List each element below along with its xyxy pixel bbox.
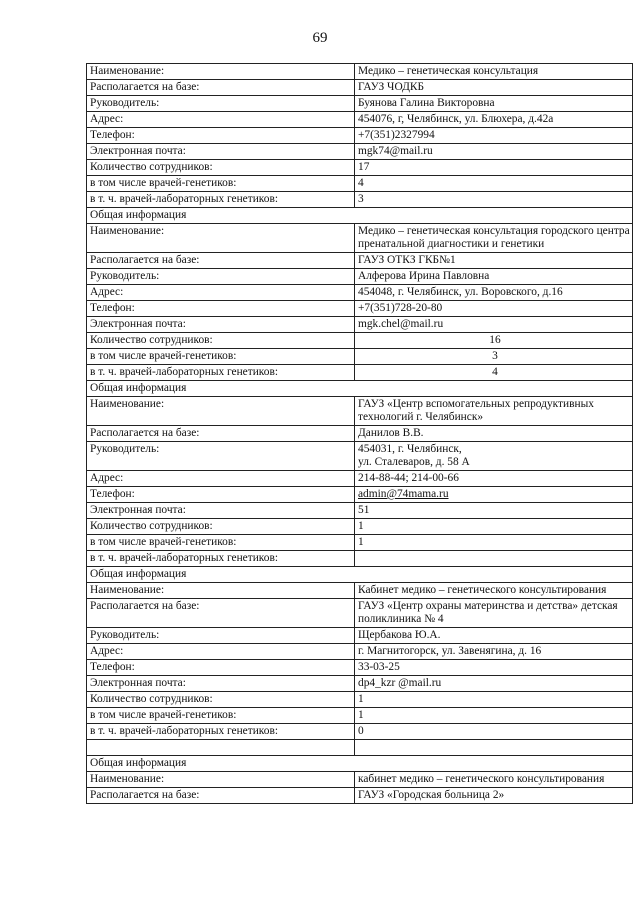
field-value: Медико – генетическая консультация городского центра пренатальной диагностики и генетики (355, 224, 633, 253)
field-value: +7(351)2327994 (355, 128, 633, 144)
field-label: Количество сотрудников: (87, 333, 355, 349)
field-label: Располагается на базе: (87, 788, 355, 804)
table-row (87, 772, 633, 788)
field-label: Телефон: (87, 487, 355, 503)
table-row (87, 80, 633, 96)
field-value: 214-88-44; 214-00-66 (355, 471, 633, 487)
blank-row (87, 740, 633, 756)
field-label: Адрес: (87, 285, 355, 301)
field-label: Адрес: (87, 112, 355, 128)
section-title: Общая информация (87, 567, 633, 583)
field-value: ГАУЗ «Городская больница 2» (355, 788, 633, 804)
table-row (87, 192, 633, 208)
section-header-row (87, 756, 633, 772)
table-row (87, 301, 633, 317)
field-label: Располагается на базе: (87, 80, 355, 96)
field-value: dp4_kzr @mail.ru (355, 676, 633, 692)
field-value: ГАУЗ «Центр охраны материнства и детства» детская поликлиника № 4 (355, 599, 633, 628)
field-label: Руководитель: (87, 628, 355, 644)
field-value: 1 (355, 519, 633, 535)
section-header-row (87, 208, 633, 224)
field-label: Наименование: (87, 224, 355, 253)
table-row (87, 503, 633, 519)
field-value: mgk.chel@mail.ru (355, 317, 633, 333)
field-label: Телефон: (87, 660, 355, 676)
field-label: Располагается на базе: (87, 253, 355, 269)
field-label: Электронная почта: (87, 676, 355, 692)
field-value: 1 (355, 708, 633, 724)
field-value: Щербакова Ю.А. (355, 628, 633, 644)
table-row (87, 253, 633, 269)
table-row (87, 599, 633, 628)
email-link[interactable]: admin@74mama.ru (358, 488, 449, 500)
field-label: Электронная почта: (87, 503, 355, 519)
field-label: Количество сотрудников: (87, 519, 355, 535)
field-label: Наименование: (87, 583, 355, 599)
table-row (87, 224, 633, 253)
table-row (87, 269, 633, 285)
table-row (87, 64, 633, 80)
field-label: Электронная почта: (87, 144, 355, 160)
table-row (87, 285, 633, 301)
field-label: Располагается на базе: (87, 599, 355, 628)
field-label: Руководитель: (87, 442, 355, 471)
field-value: г. Магнитогорск, ул. Завенягина, д. 16 (355, 644, 633, 660)
table-row (87, 442, 633, 471)
field-value (355, 551, 633, 567)
field-label: Адрес: (87, 644, 355, 660)
field-value: Кабинет медико – генетического консультирования (355, 583, 633, 599)
field-label: в т. ч. врачей-лабораторных генетиков: (87, 192, 355, 208)
table-row (87, 471, 633, 487)
page-number: 69 (312, 30, 328, 46)
field-value: 0 (355, 724, 633, 740)
field-label: в том числе врачей-генетиков: (87, 176, 355, 192)
field-value: 454076, г, Челябинск, ул. Блюхера, д.42а (355, 112, 633, 128)
table-row (87, 551, 633, 567)
field-label: в том числе врачей-генетиков: (87, 708, 355, 724)
field-label: в том числе врачей-генетиков: (87, 349, 355, 365)
table-row (87, 160, 633, 176)
field-value: 16 (355, 333, 633, 349)
table-row (87, 788, 633, 804)
genetic-consultation-table (86, 63, 633, 804)
table-row (87, 660, 633, 676)
field-label: в том числе врачей-генетиков: (87, 535, 355, 551)
field-value: 17 (355, 160, 633, 176)
table-row (87, 397, 633, 426)
field-value: Алферова Ирина Павловна (355, 269, 633, 285)
table-row (87, 112, 633, 128)
table-row (87, 128, 633, 144)
field-value: 3 (355, 349, 633, 365)
field-value: ГАУЗ ЧОДКБ (355, 80, 633, 96)
field-value: 4 (355, 365, 633, 381)
section-title: Общая информация (87, 381, 633, 397)
field-label: Располагается на базе: (87, 426, 355, 442)
field-label: Электронная почта: (87, 317, 355, 333)
table-row (87, 519, 633, 535)
field-value: 3 (355, 192, 633, 208)
field-label: в т. ч. врачей-лабораторных генетиков: (87, 551, 355, 567)
table-row (87, 317, 633, 333)
field-label: Количество сотрудников: (87, 692, 355, 708)
field-label: Телефон: (87, 128, 355, 144)
field-value: кабинет медико – генетического консультирования (355, 772, 633, 788)
table-row (87, 96, 633, 112)
field-label: Руководитель: (87, 96, 355, 112)
table-row (87, 487, 633, 503)
field-value: Буянова Галина Викторовна (355, 96, 633, 112)
section-header-row (87, 567, 633, 583)
field-value: mgk74@mail.ru (355, 144, 633, 160)
field-value: 454048, г. Челябинск, ул. Воровского, д.16 (355, 285, 633, 301)
field-label: Адрес: (87, 471, 355, 487)
field-value: 51 (355, 503, 633, 519)
field-value: 4 (355, 176, 633, 192)
table-row (87, 365, 633, 381)
table-row (87, 644, 633, 660)
field-label: Наименование: (87, 397, 355, 426)
table-row (87, 692, 633, 708)
table-row (87, 144, 633, 160)
field-value: 33-03-25 (355, 660, 633, 676)
table-row (87, 724, 633, 740)
field-label: Наименование: (87, 772, 355, 788)
table-row (87, 349, 633, 365)
field-value: 1 (355, 692, 633, 708)
field-value: 1 (355, 535, 633, 551)
section-header-row (87, 381, 633, 397)
field-label: в т. ч. врачей-лабораторных генетиков: (87, 724, 355, 740)
table-row (87, 583, 633, 599)
field-value: ГАУЗ «Центр вспомогательных репродуктивных технологий г. Челябинск» (355, 397, 633, 426)
section-title: Общая информация (87, 756, 633, 772)
field-value: Данилов В.В. (355, 426, 633, 442)
field-value: +7(351)728-20-80 (355, 301, 633, 317)
field-value: Медико – генетическая консультация (355, 64, 633, 80)
section-title: Общая информация (87, 208, 633, 224)
field-value: 454031, г. Челябинск, ул. Сталеваров, д. 58 А (355, 442, 633, 471)
table-row (87, 676, 633, 692)
table-row (87, 333, 633, 349)
field-label: Руководитель: (87, 269, 355, 285)
field-label: Телефон: (87, 301, 355, 317)
field-value: ГАУЗ ОТКЗ ГКБ№1 (355, 253, 633, 269)
field-value (355, 487, 633, 503)
table-row (87, 426, 633, 442)
field-label: в т. ч. врачей-лабораторных генетиков: (87, 365, 355, 381)
table-row (87, 708, 633, 724)
table-row (87, 176, 633, 192)
table-row (87, 628, 633, 644)
field-label: Наименование: (87, 64, 355, 80)
field-label: Количество сотрудников: (87, 160, 355, 176)
table-row (87, 535, 633, 551)
